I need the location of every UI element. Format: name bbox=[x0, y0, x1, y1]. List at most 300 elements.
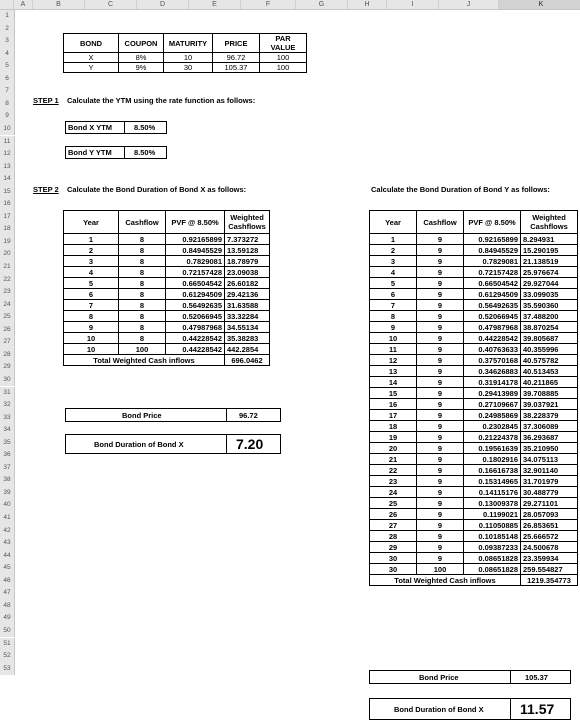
table-cell[interactable]: 100 bbox=[417, 564, 464, 575]
table-cell[interactable]: 0.31914178 bbox=[464, 377, 521, 388]
bond-y-ytm-box[interactable] bbox=[65, 146, 167, 159]
table-row bbox=[370, 531, 578, 542]
table-cell[interactable]: 9 bbox=[417, 388, 464, 399]
table-cell[interactable]: 9 bbox=[370, 322, 417, 333]
table-row bbox=[370, 267, 578, 278]
table-cell[interactable]: 6 bbox=[370, 289, 417, 300]
table-cell[interactable]: 1 bbox=[370, 234, 417, 245]
table-cell[interactable]: 14 bbox=[370, 377, 417, 388]
table-cell[interactable]: 27 bbox=[370, 520, 417, 531]
table-cell[interactable]: 3 bbox=[370, 256, 417, 267]
table-cell[interactable]: 9 bbox=[417, 520, 464, 531]
table-cell[interactable]: 9 bbox=[417, 487, 464, 498]
table-cell[interactable]: 30 bbox=[164, 63, 213, 73]
table-cell[interactable]: 0.11050885 bbox=[464, 520, 521, 531]
table-cell[interactable]: 0.66504542 bbox=[166, 278, 225, 289]
table-cell[interactable]: 29.42136 bbox=[225, 289, 270, 300]
table-row bbox=[370, 300, 578, 311]
column-header-e[interactable]: E bbox=[189, 0, 241, 9]
column-header-b[interactable]: B bbox=[33, 0, 85, 9]
table-cell[interactable]: 0.44228542 bbox=[166, 333, 225, 344]
table-cell[interactable]: 19 bbox=[370, 432, 417, 443]
bond-y-price-label: Bond Price bbox=[419, 673, 459, 682]
row-header-14[interactable]: 14 bbox=[0, 173, 15, 186]
table-cell[interactable]: 15 bbox=[370, 388, 417, 399]
table-cell[interactable]: 28.057093 bbox=[521, 509, 578, 520]
table-cell[interactable]: 17 bbox=[370, 410, 417, 421]
column-header-a[interactable]: A bbox=[14, 0, 33, 9]
table-cell[interactable]: 8 bbox=[119, 278, 166, 289]
table-cell[interactable]: 9 bbox=[417, 333, 464, 344]
table-cell[interactable]: 9 bbox=[417, 454, 464, 465]
table-cell[interactable]: 9 bbox=[417, 300, 464, 311]
table-cell[interactable]: 0.92165899 bbox=[166, 234, 225, 245]
table-cell[interactable]: 30.488779 bbox=[521, 487, 578, 498]
table-cell[interactable]: 0.84945529 bbox=[166, 245, 225, 256]
table-row bbox=[370, 421, 578, 432]
row-header-16[interactable]: 16 bbox=[0, 198, 15, 211]
row-header-40[interactable]: 40 bbox=[0, 499, 15, 512]
table-cell[interactable]: 6 bbox=[64, 289, 119, 300]
column-header-c[interactable]: C bbox=[85, 0, 137, 9]
table-cell[interactable]: 0.24985869 bbox=[464, 410, 521, 421]
table-cell[interactable]: 31.701979 bbox=[521, 476, 578, 487]
bond-info-table bbox=[63, 33, 307, 73]
row-header-4[interactable]: 4 bbox=[0, 48, 15, 61]
select-all-corner[interactable] bbox=[0, 0, 14, 9]
table-row bbox=[64, 267, 270, 278]
row-header-34[interactable]: 34 bbox=[0, 424, 15, 437]
row-header-45[interactable]: 45 bbox=[0, 562, 15, 575]
table-cell[interactable]: 38.228379 bbox=[521, 410, 578, 421]
table-cell[interactable]: 30 bbox=[370, 564, 417, 575]
table-cell[interactable]: 9 bbox=[417, 542, 464, 553]
table-cell[interactable]: 30 bbox=[370, 553, 417, 564]
table-cell[interactable]: 0.15314965 bbox=[464, 476, 521, 487]
table-cell[interactable]: 13 bbox=[370, 366, 417, 377]
header-0: Year bbox=[370, 211, 417, 234]
table-cell[interactable]: 26.853651 bbox=[521, 520, 578, 531]
row-header-27[interactable]: 27 bbox=[0, 336, 15, 349]
table-cell[interactable]: 0.27109667 bbox=[464, 399, 521, 410]
table-cell[interactable]: 8.294931 bbox=[521, 234, 578, 245]
table-cell[interactable]: 4 bbox=[64, 267, 119, 278]
table-cell[interactable]: 259.554827 bbox=[521, 564, 578, 575]
table-cell[interactable]: 8 bbox=[119, 256, 166, 267]
row-header-33[interactable]: 33 bbox=[0, 412, 15, 425]
table-cell[interactable]: 9 bbox=[417, 509, 464, 520]
table-cell[interactable]: 21 bbox=[370, 454, 417, 465]
table-cell[interactable]: 40.575782 bbox=[521, 355, 578, 366]
step2-text-bond-y: Calculate the Bond Duration of Bond Y as follows: bbox=[371, 185, 550, 194]
table-row bbox=[370, 311, 578, 322]
row-header-41[interactable]: 41 bbox=[0, 512, 15, 525]
row-header-17[interactable]: 17 bbox=[0, 211, 15, 224]
table-cell[interactable]: 18.78979 bbox=[225, 256, 270, 267]
bond-x-ytm-box[interactable] bbox=[65, 121, 167, 134]
row-header-30[interactable]: 30 bbox=[0, 374, 15, 387]
table-cell[interactable]: 40.211865 bbox=[521, 377, 578, 388]
table-cell[interactable]: 0.1802916 bbox=[464, 454, 521, 465]
table-cell[interactable]: 0.1199021 bbox=[464, 509, 521, 520]
step2-text-bond-x: Calculate the Bond Duration of Bond X as follows: bbox=[67, 185, 247, 194]
table-cell[interactable]: 0.40763633 bbox=[464, 344, 521, 355]
bond-x-price-label: Bond Price bbox=[122, 411, 162, 420]
row-header-39[interactable]: 39 bbox=[0, 487, 15, 500]
table-cell[interactable]: 9 bbox=[417, 531, 464, 542]
row-header-25[interactable]: 25 bbox=[0, 311, 15, 324]
table-cell[interactable]: 105.37 bbox=[213, 63, 260, 73]
table-cell[interactable]: 37.306089 bbox=[521, 421, 578, 432]
table-row bbox=[370, 542, 578, 553]
table-cell[interactable]: 1 bbox=[64, 234, 119, 245]
column-header-d[interactable]: D bbox=[137, 0, 189, 9]
row-header-53[interactable]: 53 bbox=[0, 663, 15, 676]
table-row bbox=[64, 53, 307, 63]
table-cell[interactable]: 9 bbox=[417, 377, 464, 388]
table-cell[interactable]: X bbox=[64, 53, 119, 63]
row-header-3[interactable]: 3 bbox=[0, 35, 15, 48]
table-cell[interactable]: 100 bbox=[119, 344, 166, 355]
row-header-26[interactable]: 26 bbox=[0, 324, 15, 337]
table-cell[interactable]: 0.21224378 bbox=[464, 432, 521, 443]
table-cell[interactable]: 0.13009378 bbox=[464, 498, 521, 509]
table-cell[interactable]: 8 bbox=[119, 322, 166, 333]
row-header-31[interactable]: 31 bbox=[0, 387, 15, 400]
table-cell[interactable]: 0.08651828 bbox=[464, 564, 521, 575]
row-header-21[interactable]: 21 bbox=[0, 261, 15, 274]
total-value[interactable]: 696.0462 bbox=[225, 355, 270, 366]
table-row bbox=[370, 432, 578, 443]
row-header-32[interactable]: 32 bbox=[0, 399, 15, 412]
table-cell[interactable]: 13.59128 bbox=[225, 245, 270, 256]
table-cell[interactable]: 33.099035 bbox=[521, 289, 578, 300]
table-cell[interactable]: 8 bbox=[119, 267, 166, 278]
column-header-g[interactable]: G bbox=[296, 0, 348, 9]
bond-x-duration-table bbox=[63, 210, 270, 366]
table-cell[interactable]: 9 bbox=[417, 366, 464, 377]
row-header-9[interactable]: 9 bbox=[0, 110, 15, 123]
table-cell[interactable]: 9 bbox=[417, 498, 464, 509]
table-cell[interactable]: 9 bbox=[417, 256, 464, 267]
table-cell[interactable]: 9 bbox=[417, 234, 464, 245]
table-cell[interactable]: 0.56492635 bbox=[166, 300, 225, 311]
table-cell[interactable]: 9 bbox=[417, 311, 464, 322]
row-header-46[interactable]: 46 bbox=[0, 575, 15, 588]
table-cell[interactable]: 32.901140 bbox=[521, 465, 578, 476]
table-cell[interactable]: 26 bbox=[370, 509, 417, 520]
table-cell[interactable]: 0.14115176 bbox=[464, 487, 521, 498]
header-3: Weighted Cashflows bbox=[521, 211, 578, 234]
table-cell[interactable]: 35.590360 bbox=[521, 300, 578, 311]
table-cell[interactable]: 18 bbox=[370, 421, 417, 432]
bond-x-ytm-label: Bond X YTM bbox=[68, 123, 113, 132]
table-row bbox=[370, 278, 578, 289]
row-header-48[interactable]: 48 bbox=[0, 600, 15, 613]
table-cell[interactable]: 0.7829081 bbox=[166, 256, 225, 267]
table-cell[interactable]: 39.037921 bbox=[521, 399, 578, 410]
table-cell[interactable]: 96.72 bbox=[213, 53, 260, 63]
table-cell[interactable]: 25 bbox=[370, 498, 417, 509]
table-cell[interactable]: 100 bbox=[260, 53, 307, 63]
table-cell[interactable]: 23.09038 bbox=[225, 267, 270, 278]
bond-y-duration-table bbox=[369, 210, 578, 586]
table-cell[interactable]: 9 bbox=[64, 322, 119, 333]
table-cell[interactable]: 8% bbox=[119, 53, 164, 63]
table-cell[interactable]: 31.63588 bbox=[225, 300, 270, 311]
column-header-f[interactable]: F bbox=[241, 0, 296, 9]
table-row bbox=[64, 311, 270, 322]
table-cell[interactable]: 20 bbox=[370, 443, 417, 454]
table-row bbox=[370, 245, 578, 256]
table-row bbox=[64, 245, 270, 256]
table-cell[interactable]: 0.44228542 bbox=[166, 344, 225, 355]
table-cell[interactable]: 9 bbox=[417, 289, 464, 300]
table-cell[interactable]: 35.210950 bbox=[521, 443, 578, 454]
row-header-15[interactable]: 15 bbox=[0, 186, 15, 199]
row-header-43[interactable]: 43 bbox=[0, 537, 15, 550]
row-header-37[interactable]: 37 bbox=[0, 462, 15, 475]
table-cell[interactable]: 2 bbox=[370, 245, 417, 256]
table-cell[interactable]: 9 bbox=[417, 553, 464, 564]
table-row bbox=[370, 476, 578, 487]
table-cell[interactable]: 9 bbox=[417, 355, 464, 366]
table-cell[interactable]: 9 bbox=[417, 476, 464, 487]
table-cell[interactable]: 0.7829081 bbox=[464, 256, 521, 267]
table-cell[interactable]: 40.513453 bbox=[521, 366, 578, 377]
table-row bbox=[64, 256, 270, 267]
table-cell[interactable]: 9 bbox=[417, 322, 464, 333]
table-cell[interactable]: 33.32284 bbox=[225, 311, 270, 322]
row-header-13[interactable]: 13 bbox=[0, 161, 15, 174]
row-header-5[interactable]: 5 bbox=[0, 60, 15, 73]
table-row bbox=[370, 465, 578, 476]
table-cell[interactable]: 23.359934 bbox=[521, 553, 578, 564]
table-cell[interactable]: 9 bbox=[417, 421, 464, 432]
column-header-i[interactable]: I bbox=[387, 0, 439, 9]
table-cell[interactable]: 8 bbox=[119, 245, 166, 256]
row-header-8[interactable]: 8 bbox=[0, 98, 15, 111]
table-cell[interactable]: 2 bbox=[64, 245, 119, 256]
table-cell[interactable]: 34.55134 bbox=[225, 322, 270, 333]
row-header-36[interactable]: 36 bbox=[0, 449, 15, 462]
step1-label: STEP 1 bbox=[33, 96, 59, 105]
table-cell[interactable]: Y bbox=[64, 63, 119, 73]
table-cell[interactable]: 9 bbox=[417, 245, 464, 256]
table-row bbox=[64, 278, 270, 289]
bond-x-price-value: 96.72 bbox=[239, 411, 258, 420]
row-header-47[interactable]: 47 bbox=[0, 587, 15, 600]
header-2: PVF @ 8.50% bbox=[166, 211, 225, 234]
table-cell[interactable]: 0.47987968 bbox=[464, 322, 521, 333]
row-header-49[interactable]: 49 bbox=[0, 612, 15, 625]
table-row bbox=[64, 234, 270, 245]
table-cell[interactable]: 0.92165899 bbox=[464, 234, 521, 245]
bond-x-price-box bbox=[65, 408, 281, 422]
table-cell[interactable]: 8 bbox=[370, 311, 417, 322]
table-row bbox=[370, 454, 578, 465]
bond-y-duration-value: 11.57 bbox=[520, 701, 555, 717]
step2-label: STEP 2 bbox=[33, 185, 59, 194]
table-cell[interactable]: 9 bbox=[417, 399, 464, 410]
table-cell[interactable]: 35.38283 bbox=[225, 333, 270, 344]
table-cell[interactable]: 37.488200 bbox=[521, 311, 578, 322]
table-cell[interactable]: 11 bbox=[370, 344, 417, 355]
table-cell[interactable]: 8 bbox=[119, 300, 166, 311]
table-cell[interactable]: 24.500678 bbox=[521, 542, 578, 553]
row-header-24[interactable]: 24 bbox=[0, 299, 15, 312]
table-cell[interactable]: 0.2302845 bbox=[464, 421, 521, 432]
table-cell[interactable]: 22 bbox=[370, 465, 417, 476]
table-cell[interactable]: 8 bbox=[119, 234, 166, 245]
bond-y-duration-box bbox=[369, 698, 571, 720]
table-cell[interactable]: 39.708885 bbox=[521, 388, 578, 399]
table-cell[interactable]: 8 bbox=[119, 289, 166, 300]
table-cell[interactable]: 8 bbox=[119, 311, 166, 322]
bond-y-duration-label: Bond Duration of Bond X bbox=[394, 705, 484, 714]
table-cell[interactable]: 34.075113 bbox=[521, 454, 578, 465]
table-cell[interactable]: 442.2854 bbox=[225, 344, 270, 355]
table-cell[interactable]: 0.72157428 bbox=[166, 267, 225, 278]
table-cell[interactable]: 4 bbox=[370, 267, 417, 278]
bond-x-ytm-value: 8.50% bbox=[134, 123, 156, 132]
table-cell[interactable]: 24 bbox=[370, 487, 417, 498]
table-cell[interactable]: 5 bbox=[370, 278, 417, 289]
table-cell[interactable]: 9 bbox=[417, 410, 464, 421]
table-cell[interactable]: 10 bbox=[64, 333, 119, 344]
table-cell[interactable]: 8 bbox=[64, 311, 119, 322]
table-cell[interactable]: 29.271101 bbox=[521, 498, 578, 509]
table-cell[interactable]: 28 bbox=[370, 531, 417, 542]
header-1: COUPON bbox=[119, 34, 164, 53]
table-cell[interactable]: 23 bbox=[370, 476, 417, 487]
table-row bbox=[370, 289, 578, 300]
row-header-50[interactable]: 50 bbox=[0, 625, 15, 638]
table-row bbox=[370, 234, 578, 245]
row-header-22[interactable]: 22 bbox=[0, 274, 15, 287]
table-cell[interactable]: 0.52066945 bbox=[166, 311, 225, 322]
table-cell[interactable]: 36.293687 bbox=[521, 432, 578, 443]
row-header-38[interactable]: 38 bbox=[0, 474, 15, 487]
table-cell[interactable]: 0.08651828 bbox=[464, 553, 521, 564]
table-cell[interactable]: 9 bbox=[417, 344, 464, 355]
row-header-6[interactable]: 6 bbox=[0, 73, 15, 86]
table-cell[interactable]: 100 bbox=[260, 63, 307, 73]
row-header-44[interactable]: 44 bbox=[0, 550, 15, 563]
table-row bbox=[370, 399, 578, 410]
row-header-42[interactable]: 42 bbox=[0, 525, 15, 538]
table-cell[interactable]: 0.44228542 bbox=[464, 333, 521, 344]
row-header-7[interactable]: 7 bbox=[0, 85, 15, 98]
table-cell[interactable]: 9 bbox=[417, 432, 464, 443]
table-cell[interactable]: 0.37570168 bbox=[464, 355, 521, 366]
table-cell[interactable]: 39.805687 bbox=[521, 333, 578, 344]
table-cell[interactable]: 0.61294509 bbox=[166, 289, 225, 300]
table-cell[interactable]: 9 bbox=[417, 465, 464, 476]
row-header-28[interactable]: 28 bbox=[0, 349, 15, 362]
table-cell[interactable]: 0.72157428 bbox=[464, 267, 521, 278]
table-cell[interactable]: 0.09387233 bbox=[464, 542, 521, 553]
table-cell[interactable]: 10 bbox=[64, 344, 119, 355]
row-header-19[interactable]: 19 bbox=[0, 236, 15, 249]
row-header-20[interactable]: 20 bbox=[0, 248, 15, 261]
table-cell[interactable]: 0.19561639 bbox=[464, 443, 521, 454]
row-header-12[interactable]: 12 bbox=[0, 148, 15, 161]
row-header-1[interactable]: 1 bbox=[0, 10, 15, 23]
column-header-h[interactable]: H bbox=[348, 0, 387, 9]
table-cell[interactable]: 38.870254 bbox=[521, 322, 578, 333]
table-row bbox=[64, 289, 270, 300]
table-cell[interactable]: 15.290195 bbox=[521, 245, 578, 256]
table-cell[interactable]: 0.16616738 bbox=[464, 465, 521, 476]
table-cell[interactable]: 25.976674 bbox=[521, 267, 578, 278]
row-header-11[interactable]: 11 bbox=[0, 136, 15, 149]
table-cell[interactable]: 26.60182 bbox=[225, 278, 270, 289]
table-cell[interactable]: 0.10185148 bbox=[464, 531, 521, 542]
table-cell[interactable]: 21.138519 bbox=[521, 256, 578, 267]
table-cell[interactable]: 10 bbox=[370, 333, 417, 344]
row-header-2[interactable]: 2 bbox=[0, 23, 15, 36]
row-header-51[interactable]: 51 bbox=[0, 638, 15, 651]
table-cell[interactable]: 16 bbox=[370, 399, 417, 410]
table-cell[interactable]: 7 bbox=[370, 300, 417, 311]
table-cell[interactable]: 0.66504542 bbox=[464, 278, 521, 289]
total-value[interactable]: 1219.354773 bbox=[521, 575, 578, 586]
table-row bbox=[370, 355, 578, 366]
column-header-k[interactable]: K bbox=[499, 0, 580, 9]
table-cell[interactable]: 29.927044 bbox=[521, 278, 578, 289]
table-cell[interactable]: 9% bbox=[119, 63, 164, 73]
row-header-18[interactable]: 18 bbox=[0, 223, 15, 236]
table-cell[interactable]: 12 bbox=[370, 355, 417, 366]
table-cell[interactable]: 0.52066945 bbox=[464, 311, 521, 322]
table-cell[interactable]: 29 bbox=[370, 542, 417, 553]
table-cell[interactable]: 0.56492635 bbox=[464, 300, 521, 311]
row-header-10[interactable]: 10 bbox=[0, 123, 15, 136]
table-cell[interactable]: 40.355996 bbox=[521, 344, 578, 355]
row-header-23[interactable]: 23 bbox=[0, 286, 15, 299]
column-header-j[interactable]: J bbox=[439, 0, 499, 9]
column-header-bar bbox=[0, 0, 580, 10]
table-cell[interactable]: 7.373272 bbox=[225, 234, 270, 245]
table-cell[interactable]: 0.29413989 bbox=[464, 388, 521, 399]
table-cell[interactable]: 0.34626883 bbox=[464, 366, 521, 377]
table-cell[interactable]: 5 bbox=[64, 278, 119, 289]
row-header-29[interactable]: 29 bbox=[0, 361, 15, 374]
total-label: Total Weighted Cash inflows bbox=[370, 575, 521, 586]
step1-text: Calculate the YTM using the rate function as follows: bbox=[67, 96, 256, 105]
table-cell[interactable]: 0.84945529 bbox=[464, 245, 521, 256]
table-cell[interactable]: 25.666572 bbox=[521, 531, 578, 542]
table-row bbox=[370, 410, 578, 421]
row-header-52[interactable]: 52 bbox=[0, 650, 15, 663]
bond-y-price-value: 105.37 bbox=[525, 673, 548, 682]
table-row bbox=[64, 300, 270, 311]
table-cell[interactable]: 0.61294509 bbox=[464, 289, 521, 300]
table-cell[interactable]: 0.47987968 bbox=[166, 322, 225, 333]
bond-y-price-box bbox=[369, 670, 571, 684]
table-cell[interactable]: 3 bbox=[64, 256, 119, 267]
table-cell[interactable]: 9 bbox=[417, 443, 464, 454]
header-2: MATURITY bbox=[164, 34, 213, 53]
table-cell[interactable]: 10 bbox=[164, 53, 213, 63]
table-row bbox=[370, 498, 578, 509]
row-header-35[interactable]: 35 bbox=[0, 437, 15, 450]
table-cell[interactable]: 9 bbox=[417, 267, 464, 278]
table-cell[interactable]: 9 bbox=[417, 278, 464, 289]
table-cell[interactable]: 7 bbox=[64, 300, 119, 311]
table-cell[interactable]: 8 bbox=[119, 333, 166, 344]
